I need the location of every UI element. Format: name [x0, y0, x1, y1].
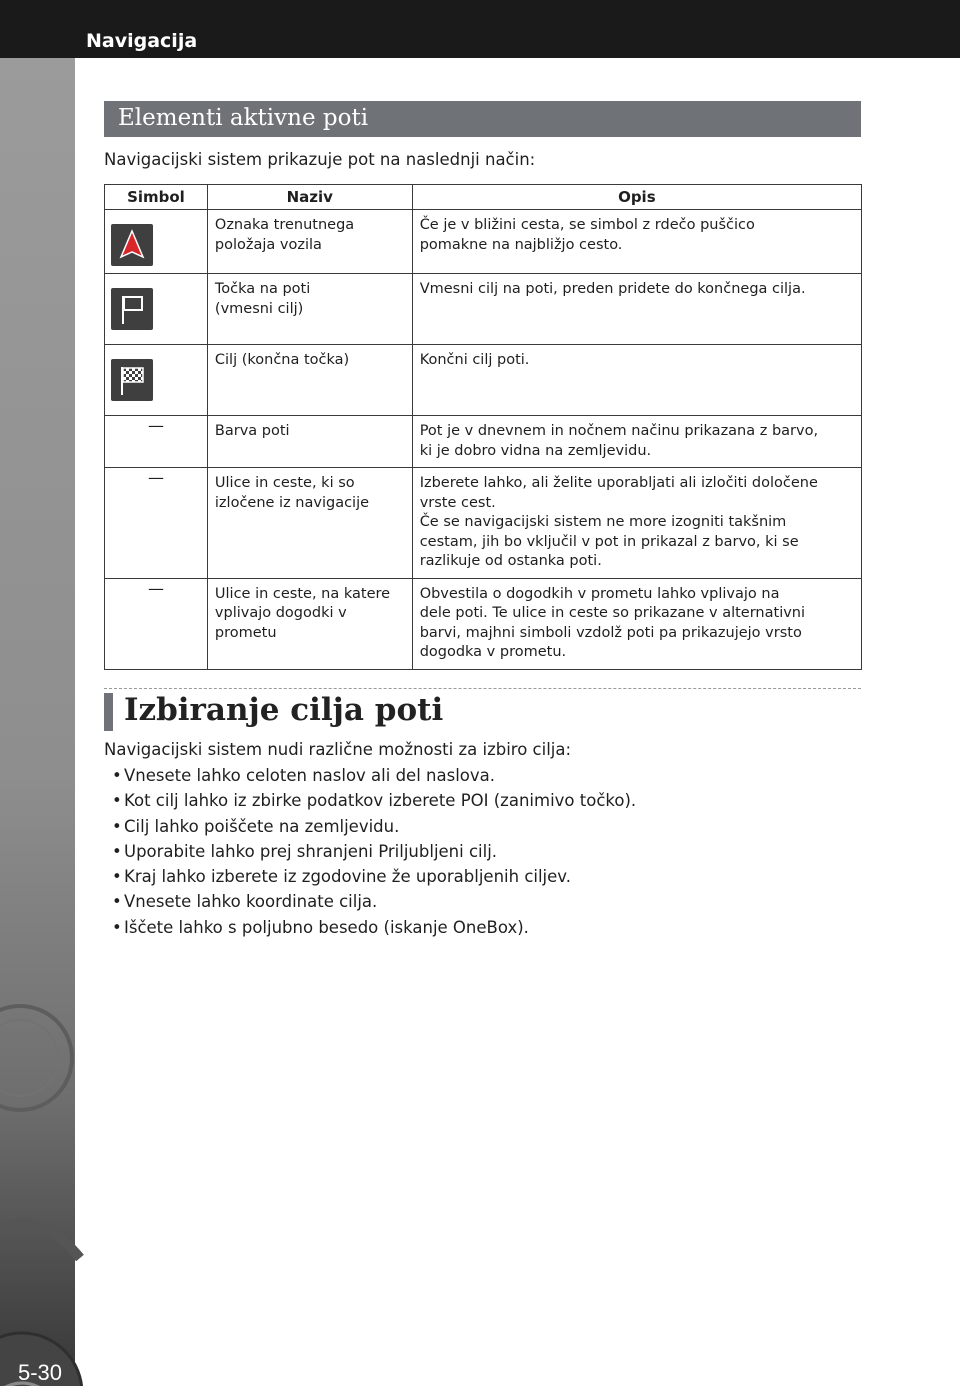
- list-item-text: Vnesete lahko koordinate cilja.: [124, 892, 378, 912]
- bullet-glyph: •: [112, 917, 122, 937]
- symbol-cell: [105, 345, 208, 416]
- table-row: [105, 578, 862, 669]
- table-row: [105, 274, 862, 345]
- symbol-cell: [105, 416, 208, 468]
- list-item-text: Kot cilj lahko iz zbirke podatkov izberete POI (zanimivo točko).: [124, 791, 637, 811]
- symbol-cell: [105, 210, 208, 274]
- waypoint-flag-icon: [111, 288, 153, 330]
- dash-symbol: —: [147, 468, 164, 487]
- list-item-text: Uporabite lahko prej shranjeni Priljubljeni cilj.: [124, 841, 498, 861]
- description-cell: [412, 578, 861, 669]
- route-elements-table: [104, 184, 862, 670]
- description-line: Če se navigacijski sistem ne more izogniti takšnim: [419, 514, 787, 530]
- list-item-text: Iščete lahko s poljubno besedo (iskanje OneBox).: [124, 917, 529, 937]
- table-row: [105, 345, 862, 416]
- description-line: vrste cest.: [419, 494, 496, 511]
- section-divider: [104, 688, 861, 689]
- table-row: [105, 416, 862, 468]
- bullet-glyph: •: [112, 892, 122, 912]
- name-line: (vmesni cilj): [214, 300, 304, 317]
- description-line: Vmesni cilj na poti, preden pridete do končnega cilja.: [419, 281, 806, 297]
- name-cell: [207, 578, 412, 669]
- description-line: Če je v bližini cesta, se simbol z rdečo puščico: [419, 217, 755, 233]
- symbol-cell: [105, 274, 208, 345]
- description-line: razlikuje od ostanka poti.: [419, 553, 602, 569]
- name-line: izločene iz navigacije: [214, 494, 370, 511]
- list-item: [112, 915, 636, 940]
- section-intro-text: Navigacijski sistem nudi različne možnosti za izbiro cilja:: [104, 740, 572, 759]
- destination-options-list: [112, 763, 636, 940]
- name-line: vplivajo dogodki v: [214, 605, 347, 621]
- page-number: 5-30: [18, 1360, 63, 1385]
- name-line: Barva poti: [214, 423, 290, 439]
- heading-accent-bar: [104, 693, 113, 731]
- list-item-text: Vnesete lahko celoten naslov ali del naslova.: [124, 766, 495, 785]
- chapter-title: Navigacija: [86, 30, 198, 52]
- list-item-text: Cilj lahko poiščete na zemljevidu.: [124, 816, 400, 836]
- name-line: Točka na poti: [214, 281, 311, 297]
- list-item: [112, 788, 636, 813]
- vehicle-position-icon: [111, 224, 153, 266]
- list-item: [112, 839, 636, 864]
- column-header: Simbol: [105, 185, 208, 210]
- sidebar-decoration: [0, 58, 75, 1385]
- symbol-cell: [105, 468, 208, 579]
- description-cell: [412, 210, 861, 274]
- description-line: Pot je v dnevnem in nočnem načinu prikazana z barvo,: [419, 423, 819, 439]
- name-cell: [207, 416, 412, 468]
- description-line: ki je dobro vidna na zemljevidu.: [419, 442, 652, 459]
- name-cell: [207, 210, 412, 274]
- list-item: [112, 763, 636, 788]
- description-line: barvi, majhni simboli vzdolž poti pa prikazujejo vrsto: [419, 624, 802, 641]
- destination-checkered-flag-icon: [111, 359, 153, 401]
- name-line: Ulice in ceste, ki so: [214, 475, 355, 491]
- bullet-glyph: •: [112, 791, 122, 811]
- description-cell: [412, 468, 861, 579]
- dash-symbol: —: [147, 578, 164, 598]
- bullet-glyph: •: [112, 766, 122, 785]
- name-line: Cilj (končna točka): [214, 352, 350, 368]
- description-line: dele poti. Te ulice in ceste so prikazane v alternativni: [419, 605, 806, 621]
- list-item-text: Kraj lahko izberete iz zgodovine že uporabljenih ciljev.: [124, 867, 572, 887]
- section-heading: Izbiranje cilja poti: [124, 692, 444, 728]
- section-title: Elementi aktivne poti: [118, 105, 369, 131]
- symbol-cell: [105, 578, 208, 669]
- list-item: [112, 814, 636, 839]
- bullet-glyph: •: [112, 867, 122, 887]
- steering-wheel-graphic: [0, 58, 75, 1362]
- list-item: [112, 889, 636, 914]
- description-line: Izberete lahko, ali želite uporabljati ali izločiti določene: [419, 475, 818, 491]
- description-cell: [412, 345, 861, 416]
- column-header: Naziv: [207, 185, 412, 210]
- description-line: dogodka v prometu.: [419, 644, 567, 660]
- section-header-band: [104, 101, 861, 137]
- description-line: cestam, jih bo vključil v pot in prikazal z barvo, ki se: [419, 533, 799, 550]
- name-cell: [207, 468, 412, 579]
- top-header-bar: [0, 0, 960, 58]
- name-line: Ulice in ceste, na katere: [214, 585, 391, 602]
- table-header-row: [105, 185, 862, 210]
- table-row: [105, 210, 862, 274]
- name-line: položaja vozila: [214, 236, 322, 253]
- description-cell: [412, 416, 861, 468]
- name-line: prometu: [214, 624, 277, 641]
- list-item: [112, 864, 636, 889]
- dash-symbol: —: [147, 416, 164, 435]
- name-cell: [207, 345, 412, 416]
- description-cell: [412, 274, 861, 345]
- bullet-glyph: •: [112, 816, 122, 836]
- table-row: [105, 468, 862, 579]
- description-line: pomakne na najbližjo cesto.: [419, 236, 623, 253]
- name-line: Oznaka trenutnega: [214, 217, 355, 233]
- column-header: Opis: [412, 185, 861, 210]
- name-cell: [207, 274, 412, 345]
- bullet-glyph: •: [112, 841, 122, 861]
- section-intro-text: Navigacijski sistem prikazuje pot na naslednji način:: [104, 150, 536, 169]
- description-line: Obvestila o dogodkih v prometu lahko vplivajo na: [419, 585, 780, 602]
- description-line: Končni cilj poti.: [419, 352, 530, 368]
